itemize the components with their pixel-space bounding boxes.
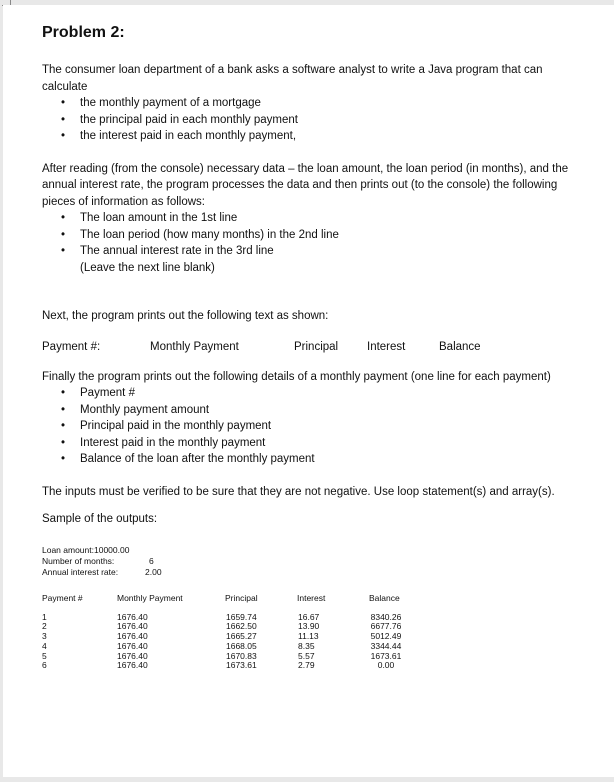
cell: 5 [42, 650, 47, 661]
cell: 1676.40 [117, 650, 148, 661]
cell: 0.00 [377, 660, 395, 671]
detail-list [42, 385, 582, 468]
intro-item: • the interest paid in each monthly payment, [61, 130, 297, 142]
cell: 1676.40 [117, 611, 148, 622]
cell: 1673.61 [226, 660, 257, 671]
cell: 6 [42, 660, 47, 671]
cell: 5.57 [298, 650, 315, 661]
col-principal [226, 613, 257, 672]
sample-months-line: Number of months: 6 [42, 555, 154, 566]
cell: 2.79 [298, 660, 315, 671]
print-list [42, 210, 582, 260]
detail-item: • Interest paid in the monthly payment [61, 436, 266, 449]
sample-header-line: Payment # Monthly Payment Principal Interest Balance [42, 592, 400, 603]
cell: 4 [42, 640, 47, 651]
cell: 1665.27 [226, 631, 257, 642]
detail-item: • Principal paid in the monthly payment [61, 420, 272, 432]
cell: 1676.40 [117, 660, 148, 671]
cell: 1676.40 [117, 621, 148, 632]
output-header-line [42, 339, 582, 355]
sample-rate-line: Annual interest rate: 2.00 [42, 566, 162, 577]
cell: 2 [42, 621, 47, 632]
problem-title: Problem 2: [42, 24, 125, 41]
header-payment-no: Payment #: [42, 340, 101, 353]
cell: 1676.40 [117, 640, 148, 651]
print-item: • The loan period (how many months) in the 2nd line [61, 228, 339, 241]
document-content [42, 23, 582, 683]
detail-item: • Balance of the loan after the monthly payment [61, 453, 315, 465]
cell: 1673.61 [370, 650, 402, 661]
sample-heading: Sample of the outputs: [42, 513, 158, 525]
header-principal: Principal [294, 340, 339, 353]
cell: 5012.49 [370, 631, 402, 642]
document-page [3, 5, 614, 777]
cell: 1659.74 [226, 611, 257, 622]
header-monthly-payment: Monthly Payment [150, 340, 239, 353]
cell: 1670.83 [226, 650, 257, 661]
detail-item: • Monthly payment amount [61, 403, 210, 416]
cell: 11.13 [298, 631, 319, 642]
header-interest: Interest [367, 340, 406, 353]
print-item: • The annual interest rate in the 3rd line [61, 245, 274, 257]
detail-item: • Payment # [61, 387, 135, 399]
cell: 1662.50 [226, 621, 257, 632]
cell: 1676.40 [117, 631, 148, 642]
intro-item: • the principal paid in each monthly payment [61, 113, 298, 126]
finally-paragraph: Finally the program prints out the following details of a monthly payment (one line for each payment) [42, 370, 551, 383]
col-payment-no [42, 613, 47, 672]
cell: 8.35 [298, 640, 315, 651]
sample-output [42, 545, 582, 683]
cell: 6677.76 [370, 621, 402, 632]
verify-paragraph: The inputs must be verified to be sure that they are not negative. Use loop statement(s) and array(s). [42, 485, 555, 498]
cell: 1 [42, 611, 47, 622]
intro-paragraph: The consumer loan department of a bank asks a software analyst to write a Java program that can calculate [42, 64, 543, 93]
cell: 13.90 [298, 621, 320, 632]
col-balance [369, 613, 403, 672]
cell: 3 [42, 631, 47, 642]
print-item: • The loan amount in the 1st line [61, 212, 238, 224]
cell: 1668.05 [226, 640, 257, 651]
col-monthly-payment [117, 613, 148, 672]
sample-loan-line: Loan amount: 10000.00 [42, 544, 130, 555]
header-balance: Balance [439, 340, 481, 353]
after-reading-paragraph: After reading (from the console) necessary data – the loan amount, the loan period (in months), and the annual interest rate, the program processes the data and then prints out (to the console) the following pieces of information as follows: [42, 162, 569, 208]
intro-list [42, 95, 582, 145]
blank-line-note: (Leave the next line blank) [80, 261, 215, 274]
intro-item: • the monthly payment of a mortgage [61, 97, 261, 109]
cell: 3344.44 [370, 640, 402, 651]
sample-table [42, 613, 582, 683]
cell: 16.67 [298, 611, 320, 622]
col-interest [298, 613, 319, 672]
cell: 8340.26 [370, 611, 402, 622]
next-paragraph: Next, the program prints out the following text as shown: [42, 310, 329, 322]
